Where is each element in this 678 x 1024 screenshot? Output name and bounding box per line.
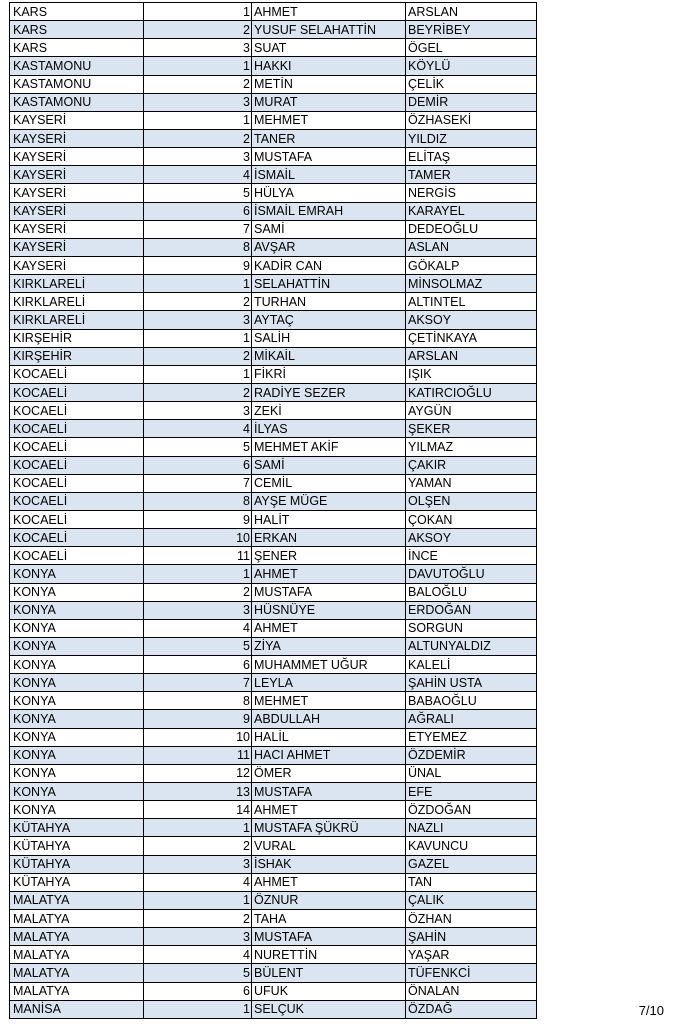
- province-cell: KÜTAHYA: [10, 837, 144, 855]
- table-row: [10, 873, 537, 891]
- rank-cell: 2: [144, 129, 252, 147]
- first-name-cell: HACI AHMET: [252, 746, 406, 764]
- province-cell: MANİSA: [10, 1000, 144, 1018]
- province-cell: KOCAELİ: [10, 456, 144, 474]
- last-name-cell: BALOĞLU: [406, 583, 537, 601]
- first-name-cell: TAHA: [252, 910, 406, 928]
- last-name-cell: ARSLAN: [406, 347, 537, 365]
- province-cell: KOCAELİ: [10, 383, 144, 401]
- last-name-cell: ÇALIK: [406, 891, 537, 909]
- table-row: [10, 474, 537, 492]
- last-name-cell: TAN: [406, 873, 537, 891]
- rank-cell: 7: [144, 474, 252, 492]
- table-row: [10, 75, 537, 93]
- first-name-cell: MUHAMMET UĞUR: [252, 656, 406, 674]
- last-name-cell: ERDOĞAN: [406, 601, 537, 619]
- table-row: [10, 855, 537, 873]
- last-name-cell: ÜNAL: [406, 764, 537, 782]
- last-name-cell: ŞAHİN USTA: [406, 674, 537, 692]
- rank-cell: 14: [144, 801, 252, 819]
- province-cell: KONYA: [10, 565, 144, 583]
- province-cell: MALATYA: [10, 982, 144, 1000]
- province-cell: KONYA: [10, 692, 144, 710]
- province-cell: KIRKLARELİ: [10, 275, 144, 293]
- first-name-cell: MUSTAFA: [252, 148, 406, 166]
- province-cell: KONYA: [10, 619, 144, 637]
- table-row: [10, 329, 537, 347]
- table-row: [10, 383, 537, 401]
- province-cell: KAYSERİ: [10, 220, 144, 238]
- table-row: [10, 184, 537, 202]
- province-cell: KONYA: [10, 764, 144, 782]
- last-name-cell: ÖZDEMİR: [406, 746, 537, 764]
- first-name-cell: SAMİ: [252, 220, 406, 238]
- province-cell: KOCAELİ: [10, 547, 144, 565]
- first-name-cell: YUSUF SELAHATTİN: [252, 21, 406, 39]
- province-cell: KAYSERİ: [10, 166, 144, 184]
- rank-cell: 4: [144, 873, 252, 891]
- province-cell: MALATYA: [10, 891, 144, 909]
- province-cell: KASTAMONU: [10, 57, 144, 75]
- table-row: [10, 656, 537, 674]
- rank-cell: 9: [144, 510, 252, 528]
- rank-cell: 4: [144, 420, 252, 438]
- province-cell: KARS: [10, 21, 144, 39]
- first-name-cell: AYTAÇ: [252, 311, 406, 329]
- last-name-cell: TAMER: [406, 166, 537, 184]
- first-name-cell: KADİR CAN: [252, 256, 406, 274]
- first-name-cell: MEHMET AKİF: [252, 438, 406, 456]
- table-row: [10, 275, 537, 293]
- table-row: [10, 837, 537, 855]
- candidate-table-body: [10, 3, 537, 1019]
- rank-cell: 1: [144, 819, 252, 837]
- rank-cell: 2: [144, 383, 252, 401]
- table-row: [10, 238, 537, 256]
- province-cell: KONYA: [10, 746, 144, 764]
- first-name-cell: ÖMER: [252, 764, 406, 782]
- last-name-cell: YILMAZ: [406, 438, 537, 456]
- rank-cell: 2: [144, 293, 252, 311]
- last-name-cell: AKSOY: [406, 529, 537, 547]
- last-name-cell: ÖNALAN: [406, 982, 537, 1000]
- rank-cell: 5: [144, 438, 252, 456]
- last-name-cell: ARSLAN: [406, 3, 537, 21]
- table-row: [10, 710, 537, 728]
- rank-cell: 6: [144, 982, 252, 1000]
- first-name-cell: ZİYA: [252, 637, 406, 655]
- table-row: [10, 57, 537, 75]
- rank-cell: 3: [144, 93, 252, 111]
- last-name-cell: YAMAN: [406, 474, 537, 492]
- rank-cell: 1: [144, 1000, 252, 1018]
- province-cell: KAYSERİ: [10, 111, 144, 129]
- rank-cell: 1: [144, 329, 252, 347]
- rank-cell: 5: [144, 184, 252, 202]
- last-name-cell: ÇELİK: [406, 75, 537, 93]
- first-name-cell: AHMET: [252, 801, 406, 819]
- last-name-cell: OLŞEN: [406, 492, 537, 510]
- table-row: [10, 783, 537, 801]
- table-row: [10, 547, 537, 565]
- last-name-cell: ALTUNYALDIZ: [406, 637, 537, 655]
- first-name-cell: SALİH: [252, 329, 406, 347]
- rank-cell: 3: [144, 402, 252, 420]
- last-name-cell: ÖZHASEKİ: [406, 111, 537, 129]
- rank-cell: 4: [144, 946, 252, 964]
- table-row: [10, 492, 537, 510]
- last-name-cell: İNCE: [406, 547, 537, 565]
- province-cell: KONYA: [10, 801, 144, 819]
- table-row: [10, 111, 537, 129]
- rank-cell: 4: [144, 166, 252, 184]
- last-name-cell: KAVUNCU: [406, 837, 537, 855]
- province-cell: KASTAMONU: [10, 93, 144, 111]
- last-name-cell: ÇOKAN: [406, 510, 537, 528]
- table-row: [10, 982, 537, 1000]
- first-name-cell: MEHMET: [252, 111, 406, 129]
- rank-cell: 8: [144, 692, 252, 710]
- table-row: [10, 674, 537, 692]
- first-name-cell: HALİT: [252, 510, 406, 528]
- table-row: [10, 764, 537, 782]
- first-name-cell: SELAHATTİN: [252, 275, 406, 293]
- province-cell: KOCAELİ: [10, 529, 144, 547]
- table-row: [10, 256, 537, 274]
- province-cell: KONYA: [10, 674, 144, 692]
- table-row: [10, 746, 537, 764]
- first-name-cell: MUSTAFA: [252, 583, 406, 601]
- first-name-cell: SUAT: [252, 39, 406, 57]
- rank-cell: 7: [144, 220, 252, 238]
- rank-cell: 1: [144, 275, 252, 293]
- last-name-cell: BABAOĞLU: [406, 692, 537, 710]
- last-name-cell: KATIRCIOĞLU: [406, 383, 537, 401]
- rank-cell: 11: [144, 547, 252, 565]
- province-cell: KIRKLARELİ: [10, 311, 144, 329]
- rank-cell: 2: [144, 347, 252, 365]
- province-cell: KAYSERİ: [10, 184, 144, 202]
- first-name-cell: TANER: [252, 129, 406, 147]
- last-name-cell: ÇAKIR: [406, 456, 537, 474]
- last-name-cell: ÖZHAN: [406, 910, 537, 928]
- table-row: [10, 946, 537, 964]
- last-name-cell: NAZLI: [406, 819, 537, 837]
- province-cell: KÜTAHYA: [10, 855, 144, 873]
- first-name-cell: RADİYE SEZER: [252, 383, 406, 401]
- first-name-cell: MUSTAFA ŞÜKRÜ: [252, 819, 406, 837]
- rank-cell: 1: [144, 3, 252, 21]
- first-name-cell: LEYLA: [252, 674, 406, 692]
- province-cell: KAYSERİ: [10, 129, 144, 147]
- table-row: [10, 692, 537, 710]
- first-name-cell: MURAT: [252, 93, 406, 111]
- province-cell: KOCAELİ: [10, 365, 144, 383]
- province-cell: KAYSERİ: [10, 202, 144, 220]
- table-row: [10, 148, 537, 166]
- province-cell: KAYSERİ: [10, 256, 144, 274]
- province-cell: MALATYA: [10, 946, 144, 964]
- last-name-cell: GAZEL: [406, 855, 537, 873]
- last-name-cell: ŞEKER: [406, 420, 537, 438]
- table-row: [10, 801, 537, 819]
- first-name-cell: AVŞAR: [252, 238, 406, 256]
- first-name-cell: SELÇUK: [252, 1000, 406, 1018]
- candidate-table: [9, 2, 537, 1019]
- last-name-cell: TÜFENKCİ: [406, 964, 537, 982]
- first-name-cell: AHMET: [252, 565, 406, 583]
- last-name-cell: ETYEMEZ: [406, 728, 537, 746]
- first-name-cell: ZEKİ: [252, 402, 406, 420]
- table-row: [10, 510, 537, 528]
- first-name-cell: İSMAİL: [252, 166, 406, 184]
- rank-cell: 8: [144, 238, 252, 256]
- rank-cell: 1: [144, 365, 252, 383]
- province-cell: KIRŞEHİR: [10, 329, 144, 347]
- province-cell: KARS: [10, 3, 144, 21]
- first-name-cell: İLYAS: [252, 420, 406, 438]
- first-name-cell: MUSTAFA: [252, 783, 406, 801]
- province-cell: KOCAELİ: [10, 438, 144, 456]
- first-name-cell: AHMET: [252, 3, 406, 21]
- province-cell: KÜTAHYA: [10, 819, 144, 837]
- first-name-cell: METİN: [252, 75, 406, 93]
- last-name-cell: ÖGEL: [406, 39, 537, 57]
- province-cell: KASTAMONU: [10, 75, 144, 93]
- table-row: [10, 220, 537, 238]
- rank-cell: 4: [144, 619, 252, 637]
- rank-cell: 1: [144, 111, 252, 129]
- first-name-cell: İSHAK: [252, 855, 406, 873]
- province-cell: KOCAELİ: [10, 474, 144, 492]
- table-row: [10, 347, 537, 365]
- province-cell: KONYA: [10, 783, 144, 801]
- rank-cell: 9: [144, 710, 252, 728]
- table-row: [10, 293, 537, 311]
- rank-cell: 3: [144, 39, 252, 57]
- last-name-cell: ÇETİNKAYA: [406, 329, 537, 347]
- province-cell: MALATYA: [10, 964, 144, 982]
- table-row: [10, 728, 537, 746]
- first-name-cell: HÜLYA: [252, 184, 406, 202]
- rank-cell: 3: [144, 148, 252, 166]
- rank-cell: 6: [144, 202, 252, 220]
- first-name-cell: MEHMET: [252, 692, 406, 710]
- table-row: [10, 202, 537, 220]
- last-name-cell: YAŞAR: [406, 946, 537, 964]
- table-row: [10, 21, 537, 39]
- last-name-cell: DAVUTOĞLU: [406, 565, 537, 583]
- last-name-cell: KÖYLÜ: [406, 57, 537, 75]
- province-cell: KONYA: [10, 637, 144, 655]
- last-name-cell: ALTINTEL: [406, 293, 537, 311]
- table-row: [10, 3, 537, 21]
- rank-cell: 9: [144, 256, 252, 274]
- province-cell: KOCAELİ: [10, 402, 144, 420]
- first-name-cell: BÜLENT: [252, 964, 406, 982]
- last-name-cell: DEMİR: [406, 93, 537, 111]
- first-name-cell: MUSTAFA: [252, 928, 406, 946]
- last-name-cell: AĞRALI: [406, 710, 537, 728]
- first-name-cell: VURAL: [252, 837, 406, 855]
- table-row: [10, 129, 537, 147]
- table-row: [10, 964, 537, 982]
- rank-cell: 10: [144, 529, 252, 547]
- rank-cell: 13: [144, 783, 252, 801]
- last-name-cell: EFE: [406, 783, 537, 801]
- last-name-cell: AKSOY: [406, 311, 537, 329]
- last-name-cell: KALELİ: [406, 656, 537, 674]
- table-row: [10, 819, 537, 837]
- last-name-cell: ÖZDAĞ: [406, 1000, 537, 1018]
- province-cell: KOCAELİ: [10, 492, 144, 510]
- first-name-cell: ŞENER: [252, 547, 406, 565]
- province-cell: KONYA: [10, 583, 144, 601]
- table-row: [10, 529, 537, 547]
- last-name-cell: GÖKALP: [406, 256, 537, 274]
- rank-cell: 3: [144, 855, 252, 873]
- rank-cell: 2: [144, 910, 252, 928]
- rank-cell: 8: [144, 492, 252, 510]
- rank-cell: 3: [144, 311, 252, 329]
- rank-cell: 1: [144, 565, 252, 583]
- first-name-cell: AYŞE MÜGE: [252, 492, 406, 510]
- rank-cell: 2: [144, 21, 252, 39]
- table-row: [10, 93, 537, 111]
- table-row: [10, 583, 537, 601]
- table-row: [10, 928, 537, 946]
- first-name-cell: AHMET: [252, 619, 406, 637]
- table-row: [10, 438, 537, 456]
- rank-cell: 3: [144, 928, 252, 946]
- table-row: [10, 565, 537, 583]
- province-cell: KARS: [10, 39, 144, 57]
- rank-cell: 2: [144, 583, 252, 601]
- table-row: [10, 420, 537, 438]
- table-row: [10, 39, 537, 57]
- first-name-cell: AHMET: [252, 873, 406, 891]
- first-name-cell: CEMİL: [252, 474, 406, 492]
- first-name-cell: İSMAİL EMRAH: [252, 202, 406, 220]
- province-cell: KIRKLARELİ: [10, 293, 144, 311]
- last-name-cell: ÖZDOĞAN: [406, 801, 537, 819]
- last-name-cell: ELİTAŞ: [406, 148, 537, 166]
- rank-cell: 11: [144, 746, 252, 764]
- last-name-cell: BEYRİBEY: [406, 21, 537, 39]
- province-cell: KONYA: [10, 656, 144, 674]
- first-name-cell: TURHAN: [252, 293, 406, 311]
- first-name-cell: ÖZNUR: [252, 891, 406, 909]
- province-cell: KONYA: [10, 601, 144, 619]
- first-name-cell: HÜSNÜYE: [252, 601, 406, 619]
- table-row: [10, 891, 537, 909]
- first-name-cell: MİKAİL: [252, 347, 406, 365]
- province-cell: KÜTAHYA: [10, 873, 144, 891]
- rank-cell: 6: [144, 456, 252, 474]
- last-name-cell: IŞIK: [406, 365, 537, 383]
- table-row: [10, 402, 537, 420]
- table-row: [10, 619, 537, 637]
- last-name-cell: MİNSOLMAZ: [406, 275, 537, 293]
- last-name-cell: SORGUN: [406, 619, 537, 637]
- rank-cell: 5: [144, 964, 252, 982]
- province-cell: KONYA: [10, 710, 144, 728]
- last-name-cell: ASLAN: [406, 238, 537, 256]
- first-name-cell: HALİL: [252, 728, 406, 746]
- first-name-cell: HAKKI: [252, 57, 406, 75]
- last-name-cell: YILDIZ: [406, 129, 537, 147]
- table-row: [10, 166, 537, 184]
- first-name-cell: NURETTİN: [252, 946, 406, 964]
- rank-cell: 3: [144, 601, 252, 619]
- province-cell: KOCAELİ: [10, 510, 144, 528]
- first-name-cell: FİKRİ: [252, 365, 406, 383]
- first-name-cell: ERKAN: [252, 529, 406, 547]
- page-number: 7/10: [638, 1003, 664, 1018]
- table-row: [10, 1000, 537, 1018]
- rank-cell: 1: [144, 57, 252, 75]
- rank-cell: 6: [144, 656, 252, 674]
- last-name-cell: AYGÜN: [406, 402, 537, 420]
- province-cell: KAYSERİ: [10, 148, 144, 166]
- province-cell: KAYSERİ: [10, 238, 144, 256]
- table-row: [10, 456, 537, 474]
- first-name-cell: SAMİ: [252, 456, 406, 474]
- first-name-cell: ABDULLAH: [252, 710, 406, 728]
- rank-cell: 7: [144, 674, 252, 692]
- rank-cell: 2: [144, 837, 252, 855]
- province-cell: KIRŞEHİR: [10, 347, 144, 365]
- province-cell: MALATYA: [10, 910, 144, 928]
- rank-cell: 10: [144, 728, 252, 746]
- last-name-cell: KARAYEL: [406, 202, 537, 220]
- last-name-cell: NERGİS: [406, 184, 537, 202]
- table-row: [10, 311, 537, 329]
- last-name-cell: ŞAHİN: [406, 928, 537, 946]
- table-row: [10, 601, 537, 619]
- last-name-cell: DEDEOĞLU: [406, 220, 537, 238]
- rank-cell: 5: [144, 637, 252, 655]
- table-row: [10, 637, 537, 655]
- province-cell: MALATYA: [10, 928, 144, 946]
- table-row: [10, 365, 537, 383]
- rank-cell: 1: [144, 891, 252, 909]
- table-row: [10, 910, 537, 928]
- candidate-table-container: [9, 2, 537, 1019]
- first-name-cell: UFUK: [252, 982, 406, 1000]
- rank-cell: 2: [144, 75, 252, 93]
- province-cell: KONYA: [10, 728, 144, 746]
- rank-cell: 12: [144, 764, 252, 782]
- province-cell: KOCAELİ: [10, 420, 144, 438]
